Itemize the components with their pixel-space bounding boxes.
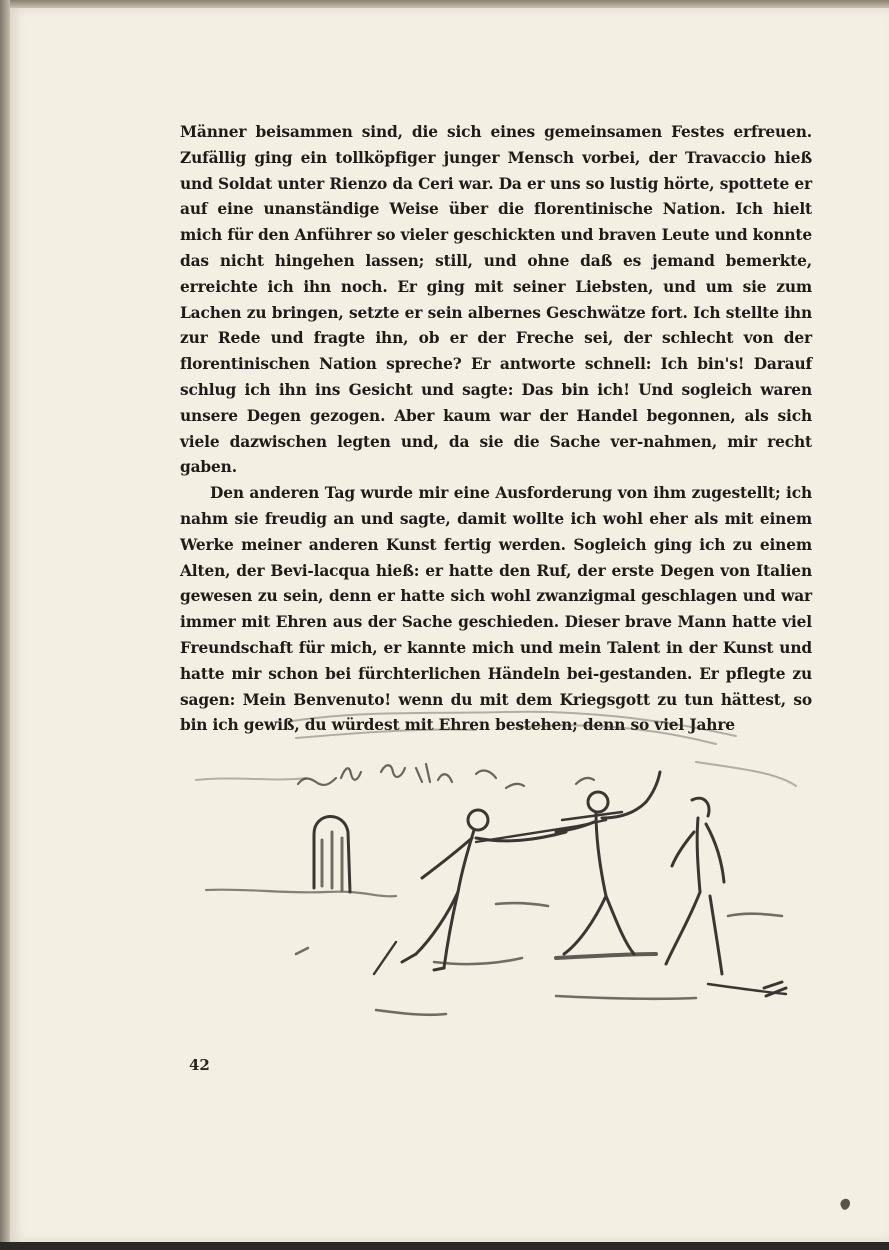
page-number: 42 — [189, 1056, 210, 1074]
scan-top-edge — [0, 0, 889, 8]
body-text — [180, 120, 812, 739]
ink-blot-icon — [838, 1196, 852, 1212]
paragraph-1: Männer beisammen sind, die sich eines gemeinsamen Festes erfreuen. Zufällig ging ein tollköpfiger junger Mensch vorbei, der Travaccio hieß und Soldat unter Rienzo da Ceri war. Da er uns so lustig hörte, spottete er auf eine unanständige Weise über die florentinische Nation. Ich hielt mich für den Anführer so vieler geschickten und braven Leute und konnte das nicht hingehen lassen; still, und ohne daß es jemand bemerkte, erreichte ich ihn noch. Er ging mit seiner Liebsten, und um sie zum Lachen zu bringen, setzte er sein albernes Geschwätze fort. Ich stellte ihn zur Rede und fragte ihn, ob er der Freche sei, der schlecht von der florentinischen Nation spreche? Er antworte schnell: Ich bin's! Darauf schlug ich ihn ins Gesicht und sagte: Das bin ich! Und sogleich waren unsere Degen gezogen. Aber kaum war der Handel begonnen, als sich viele dazwischen legten und, da sie die Sache ver-nahmen, mir recht gaben. — [180, 123, 812, 477]
duel-sketch-illustration — [176, 692, 816, 1037]
book-gutter — [0, 0, 10, 1250]
scan-bottom-edge — [0, 1242, 889, 1250]
paragraph-2: Den anderen Tag wurde mir eine Ausforderung von ihm zugestellt; ich nahm sie freudig an und sagte, damit wollte ich wohl eher als mit einem Werke meiner anderen Kunst fertig werden. Sogleich ging ich zu einem Alten, der Bevi-lacqua hieß: er hatte den Ruf, der erste Degen von Italien gewesen zu sein, denn er hatte sich wohl zwanzigmal geschlagen und war immer mit Ehren aus der Sache geschieden. Dieser brave Mann hatte viel Freundschaft für mich, er kannte mich und mein Talent in der Kunst und hatte mir schon bei fürchterlichen Händeln bei-gestanden. Er pflegte zu sagen: Mein Benvenuto! wenn du mit dem Kriegsgott zu tun hättest, so bin ich gewiß, du würdest mit Ehren bestehen; denn so viel Jahre — [180, 484, 812, 735]
